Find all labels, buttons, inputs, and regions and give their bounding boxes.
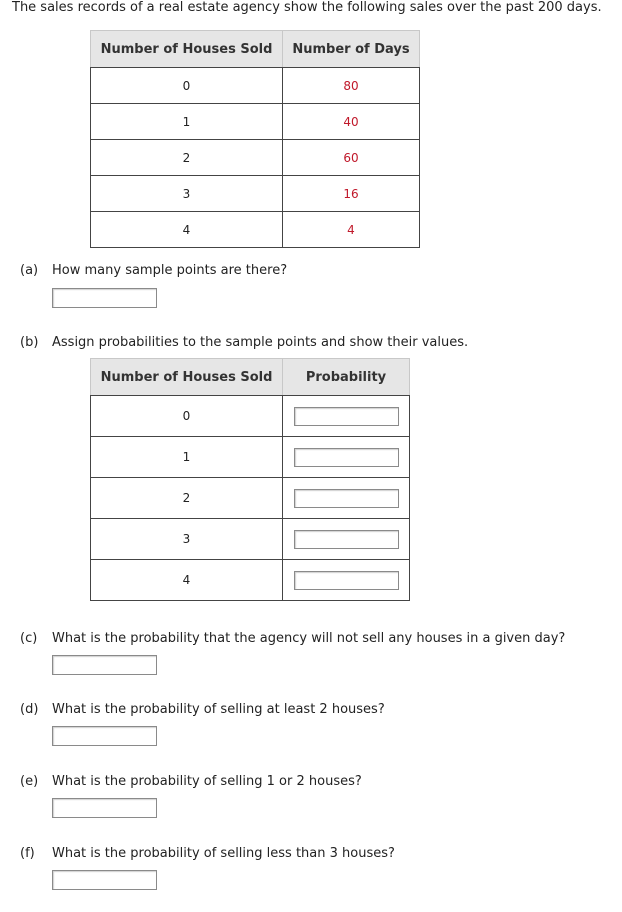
answer-e-input[interactable]	[52, 798, 157, 818]
houses-sold-cell: 4	[91, 560, 283, 601]
probability-input-0[interactable]	[294, 407, 399, 426]
probability-table	[90, 358, 410, 601]
probability-cell	[283, 396, 410, 437]
houses-sold-cell: 2	[91, 140, 283, 176]
question-b	[20, 335, 468, 351]
part-f-text: What is the probability of selling less than 3 houses?	[52, 846, 395, 861]
part-d-label: (d)	[20, 702, 39, 717]
table-row	[91, 519, 410, 560]
question-c	[20, 631, 565, 647]
part-a-text: How many sample points are there?	[52, 263, 288, 278]
header-number-of-days: Number of Days	[283, 31, 420, 68]
problem-intro: The sales records of a real estate agency show the following sales over the past 200 days.	[12, 0, 602, 15]
days-cell: 4	[283, 212, 420, 248]
answer-c-input[interactable]	[52, 655, 157, 675]
probability-input-2[interactable]	[294, 489, 399, 508]
probability-input-3[interactable]	[294, 530, 399, 549]
probability-cell	[283, 519, 410, 560]
table-row	[91, 140, 420, 176]
table-row	[91, 437, 410, 478]
houses-sold-cell: 4	[91, 212, 283, 248]
table-row	[91, 104, 420, 140]
houses-sold-cell: 2	[91, 478, 283, 519]
days-cell: 16	[283, 176, 420, 212]
question-f	[20, 846, 395, 862]
answer-a-input[interactable]	[52, 288, 157, 308]
table-row	[91, 396, 410, 437]
table-header-row	[91, 359, 410, 396]
part-b-text: Assign probabilities to the sample points and show their values.	[52, 335, 469, 350]
answer-f-input[interactable]	[52, 870, 157, 890]
table-header-row	[91, 31, 420, 68]
question-a	[20, 263, 287, 279]
header-probability: Probability	[283, 359, 410, 396]
probability-cell	[283, 478, 410, 519]
table-row	[91, 212, 420, 248]
part-f-label: (f)	[20, 846, 35, 861]
probability-input-1[interactable]	[294, 448, 399, 467]
table-row	[91, 176, 420, 212]
part-d-text: What is the probability of selling at least 2 houses?	[52, 702, 385, 717]
houses-sold-cell: 0	[91, 396, 283, 437]
days-cell: 60	[283, 140, 420, 176]
sales-records-table	[90, 30, 420, 248]
houses-sold-cell: 3	[91, 519, 283, 560]
part-b-label: (b)	[20, 335, 39, 350]
part-e-label: (e)	[20, 774, 39, 789]
table-row	[91, 68, 420, 104]
answer-d-input[interactable]	[52, 726, 157, 746]
houses-sold-cell: 0	[91, 68, 283, 104]
part-c-label: (c)	[20, 631, 38, 646]
houses-sold-cell: 1	[91, 104, 283, 140]
question-d	[20, 702, 385, 718]
part-c-text: What is the probability that the agency will not sell any houses in a given day?	[52, 631, 566, 646]
days-cell: 80	[283, 68, 420, 104]
question-e	[20, 774, 362, 790]
probability-cell	[283, 560, 410, 601]
header-houses-sold: Number of Houses Sold	[91, 359, 283, 396]
houses-sold-cell: 3	[91, 176, 283, 212]
table-row	[91, 478, 410, 519]
houses-sold-cell: 1	[91, 437, 283, 478]
header-houses-sold: Number of Houses Sold	[91, 31, 283, 68]
days-cell: 40	[283, 104, 420, 140]
probability-input-4[interactable]	[294, 571, 399, 590]
part-e-text: What is the probability of selling 1 or 2 houses?	[52, 774, 362, 789]
probability-cell	[283, 437, 410, 478]
table-row	[91, 560, 410, 601]
part-a-label: (a)	[20, 263, 39, 278]
